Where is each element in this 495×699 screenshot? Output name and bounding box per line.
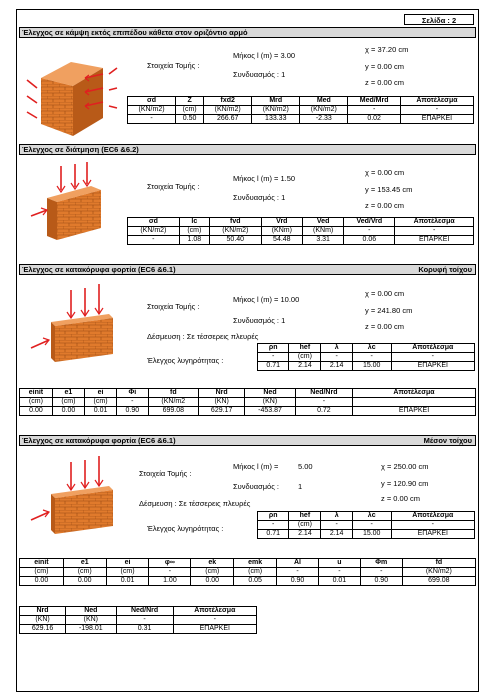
section-title-vertical-mid <box>19 435 476 446</box>
unit-cell: (cm) <box>289 521 321 530</box>
unit-cell: (cm) <box>52 398 84 407</box>
section-title-bending: Έλεγχος σε κάμψη εκτός επιπέδου κάθετα στον οριζόντιο αρμό <box>19 27 476 38</box>
value-cell: 0.00 <box>20 577 64 586</box>
length-value: Μήκος l (m) = 3.00 <box>233 51 296 60</box>
unit-cell: (KN/m2) <box>128 227 180 236</box>
header-cell: Φi <box>117 389 148 398</box>
header-cell: Ved/Vrd <box>344 218 395 227</box>
unit-cell: (KN/m2 <box>148 398 199 407</box>
coord-y: y = 153.45 cm <box>365 185 413 194</box>
unit-cell: (KN) <box>20 616 66 625</box>
unit-cell: - <box>149 568 191 577</box>
coord-y: y = 241.80 cm <box>365 306 413 315</box>
header-cell: Al <box>277 559 319 568</box>
value-cell: 0.71 <box>258 530 289 539</box>
unit-cell: (cm) <box>63 568 106 577</box>
section-props-label: Στοιχεία Τομής : <box>147 302 200 311</box>
unit-cell: (cm) <box>234 568 277 577</box>
unit-cell: - <box>116 616 173 625</box>
value-cell: 15.00 <box>352 362 391 371</box>
value-cell: ΕΠΑΡΚΕΙ <box>395 236 474 245</box>
unit-cell: (KN/m2) <box>204 106 252 115</box>
header-cell: ei <box>84 389 116 398</box>
unit-cell: (KN/m2) <box>252 106 300 115</box>
section-title-position: Κορυφή τοίχου <box>418 265 472 274</box>
unit-cell: - <box>395 227 474 236</box>
wall-vertical-mid-illustration <box>23 450 133 538</box>
header-cell: Med <box>300 97 348 106</box>
value-cell: 629.17 <box>199 407 245 416</box>
header-cell: fd <box>402 559 475 568</box>
unit-cell: - <box>258 521 289 530</box>
header-cell: Αποτέλεσμα <box>353 389 476 398</box>
length-value: Μήκος l (m) = 10.00 <box>233 295 300 304</box>
unit-cell: - <box>258 353 289 362</box>
slenderness-label: Έλεγχος λυγηρότητας : <box>147 524 224 533</box>
value-cell: ΕΠΑΡΚΕΙ <box>391 362 474 371</box>
header-cell: Ved <box>302 218 343 227</box>
bending-results-table <box>127 96 474 124</box>
section-title-text: Έλεγχος σε κατακόρυφα φορτία (EC6 &6.1) <box>22 265 176 274</box>
combination-label: Συνδυασμός : <box>233 482 280 491</box>
header-cell: Nrd <box>199 389 245 398</box>
value-cell: - <box>128 115 176 124</box>
section-title-position: Μέσον τοίχου <box>423 436 472 445</box>
slenderness-table <box>257 343 475 371</box>
value-cell: 2.14 <box>289 362 321 371</box>
value-cell: 699.08 <box>402 577 475 586</box>
header-cell: λ <box>321 512 352 521</box>
value-cell: -2.33 <box>300 115 348 124</box>
value-cell: 2.14 <box>289 530 321 539</box>
header-cell: Φm <box>360 559 402 568</box>
unit-cell: (cm) <box>20 568 64 577</box>
length-value: 5.00 <box>298 462 313 471</box>
combination-value: 1 <box>298 482 303 491</box>
unit-cell: - <box>400 106 473 115</box>
coord-z: z = 0.00 cm <box>381 494 420 503</box>
header-cell: λc <box>352 512 391 521</box>
value-cell: 0.90 <box>360 577 402 586</box>
value-cell: 0.72 <box>295 407 352 416</box>
value-cell: 1.00 <box>149 577 191 586</box>
value-cell: 1.08 <box>179 236 209 245</box>
unit-cell: - <box>348 106 401 115</box>
shear-results-table <box>127 217 474 245</box>
value-cell: 0.00 <box>191 577 234 586</box>
wall-bending-illustration <box>23 48 123 143</box>
restraint-label: Δέσμευση : Σε τέσσερεις πλευρές <box>147 332 259 341</box>
unit-cell: (cm) <box>106 568 149 577</box>
section-props-label: Στοιχεία Τομής : <box>147 61 200 70</box>
header-cell: u <box>318 559 360 568</box>
unit-cell <box>353 398 476 407</box>
vertical-mid-capacity-table <box>19 606 257 634</box>
value-cell: 50.40 <box>209 236 261 245</box>
value-cell: 0.01 <box>106 577 149 586</box>
value-cell: -453.87 <box>245 407 296 416</box>
value-cell: 0.02 <box>348 115 401 124</box>
unit-cell: (KNm) <box>261 227 302 236</box>
header-cell: λ <box>321 344 352 353</box>
value-cell: ΕΠΑΡΚΕΙ <box>173 625 256 634</box>
slenderness-table <box>257 511 475 539</box>
slenderness-label: Έλεγχος λυγηρότητας : <box>147 356 224 365</box>
unit-cell: (cm) <box>191 568 234 577</box>
coord-z: z = 0.00 cm <box>365 322 404 331</box>
value-cell: 699.08 <box>148 407 199 416</box>
header-cell: hef <box>289 344 321 353</box>
coord-x: χ = 0.00 cm <box>365 168 405 177</box>
value-cell: 0.05 <box>234 577 277 586</box>
header-cell: Αποτέλεσμα <box>400 97 473 106</box>
value-cell: 0.31 <box>116 625 173 634</box>
value-cell: 54.48 <box>261 236 302 245</box>
value-cell: 0.00 <box>63 577 106 586</box>
header-cell: Ned/Nrd <box>295 389 352 398</box>
unit-cell: - <box>391 353 474 362</box>
restraint-label: Δέσμευση : Σε τέσσερεις πλευρές <box>139 499 251 508</box>
value-cell: 15.00 <box>352 530 391 539</box>
header-cell: ρn <box>258 512 289 521</box>
page-number: Σελίδα : 2 <box>404 14 474 25</box>
unit-cell: - <box>117 398 148 407</box>
unit-cell: (KN/m2) <box>209 227 261 236</box>
unit-cell: (cm) <box>20 398 53 407</box>
value-cell: 0.00 <box>52 407 84 416</box>
value-cell: 0.71 <box>258 362 289 371</box>
header-cell: Mrd <box>252 97 300 106</box>
unit-cell: (cm) <box>84 398 116 407</box>
header-cell: fxd2 <box>204 97 252 106</box>
header-cell: Αποτέλεσμα <box>173 607 256 616</box>
value-cell: ΕΠΑΡΚΕΙ <box>400 115 473 124</box>
coord-y: y = 120.90 cm <box>381 479 429 488</box>
section-title-vertical-top <box>19 264 476 275</box>
value-cell: 0.50 <box>176 115 204 124</box>
vertical-mid-results-table <box>19 558 476 586</box>
unit-cell: - <box>277 568 319 577</box>
section-props-label: Στοιχεία Τομής : <box>147 182 200 191</box>
header-cell: φ∞ <box>149 559 191 568</box>
header-cell: σd <box>128 218 180 227</box>
length-value: Μήκος l (m) = 1.50 <box>233 174 296 183</box>
value-cell: -198.01 <box>66 625 116 634</box>
wall-vertical-top-illustration <box>23 280 133 365</box>
value-cell: 0.06 <box>344 236 395 245</box>
value-cell: 0.90 <box>277 577 319 586</box>
header-cell: fvd <box>209 218 261 227</box>
length-label: Μήκος l (m) = <box>233 462 279 471</box>
unit-cell: - <box>344 227 395 236</box>
header-cell: Nrd <box>20 607 66 616</box>
header-cell: einit <box>20 559 64 568</box>
header-cell: Ned <box>245 389 296 398</box>
unit-cell: - <box>318 568 360 577</box>
header-cell: Αποτέλεσμα <box>395 218 474 227</box>
value-cell: ΕΠΑΡΚΕΙ <box>353 407 476 416</box>
header-cell: Ned <box>66 607 116 616</box>
header-cell: ei <box>106 559 149 568</box>
unit-cell: (cm) <box>289 353 321 362</box>
header-cell: hef <box>289 512 321 521</box>
vertical-top-results-table <box>19 388 476 416</box>
report-page <box>16 9 479 692</box>
header-cell: Ned/Nrd <box>116 607 173 616</box>
header-cell: e1 <box>52 389 84 398</box>
header-cell: emk <box>234 559 277 568</box>
combination-value: Συνδυασμός : 1 <box>233 193 286 202</box>
coord-z: z = 0.00 cm <box>365 78 404 87</box>
coord-x: χ = 0.00 cm <box>365 289 405 298</box>
section-props-label: Στοιχεία Τομής : <box>139 469 192 478</box>
header-cell: lc <box>179 218 209 227</box>
value-cell: 0.01 <box>84 407 116 416</box>
unit-cell: (KN/m2) <box>300 106 348 115</box>
header-cell: Αποτέλεσμα <box>391 344 474 353</box>
unit-cell: (KN/m2) <box>402 568 475 577</box>
header-cell: ek <box>191 559 234 568</box>
value-cell: 2.14 <box>321 530 352 539</box>
header-cell: Vrd <box>261 218 302 227</box>
header-cell: fd <box>148 389 199 398</box>
combination-value: Συνδυασμός : 1 <box>233 70 286 79</box>
section-title-text: Έλεγχος σε κατακόρυφα φορτία (EC6 &6.1) <box>22 436 176 445</box>
value-cell: - <box>128 236 180 245</box>
header-cell: σd <box>128 97 176 106</box>
coord-z: z = 0.00 cm <box>365 201 404 210</box>
header-cell: e1 <box>63 559 106 568</box>
unit-cell: - <box>391 521 474 530</box>
header-cell: ρn <box>258 344 289 353</box>
unit-cell: (cm) <box>176 106 204 115</box>
unit-cell: - <box>352 353 391 362</box>
value-cell: 133.33 <box>252 115 300 124</box>
value-cell: 0.01 <box>318 577 360 586</box>
value-cell: ΕΠΑΡΚΕΙ <box>391 530 474 539</box>
coord-y: y = 0.00 cm <box>365 62 404 71</box>
header-cell: Αποτέλεσμα <box>391 512 474 521</box>
unit-cell: (KN/m2) <box>128 106 176 115</box>
combination-value: Συνδυασμός : 1 <box>233 316 286 325</box>
unit-cell: (cm) <box>179 227 209 236</box>
value-cell: 3.31 <box>302 236 343 245</box>
value-cell: 2.14 <box>321 362 352 371</box>
unit-cell: (KN) <box>245 398 296 407</box>
value-cell: 629.16 <box>20 625 66 634</box>
coord-x: χ = 37.20 cm <box>365 45 409 54</box>
unit-cell: (KN) <box>66 616 116 625</box>
value-cell: 266.67 <box>204 115 252 124</box>
unit-cell: (KNm) <box>302 227 343 236</box>
wall-shear-illustration <box>27 160 127 245</box>
header-cell: Z <box>176 97 204 106</box>
unit-cell: - <box>321 521 352 530</box>
header-cell: Med/Mrd <box>348 97 401 106</box>
header-cell: λc <box>352 344 391 353</box>
coord-x: χ = 250.00 cm <box>381 462 429 471</box>
unit-cell: - <box>352 521 391 530</box>
unit-cell: - <box>295 398 352 407</box>
unit-cell: - <box>173 616 256 625</box>
value-cell: 0.00 <box>20 407 53 416</box>
unit-cell: - <box>321 353 352 362</box>
header-cell: einit <box>20 389 53 398</box>
unit-cell: (KN) <box>199 398 245 407</box>
section-title-shear: Έλεγχος σε διάτμηση (EC6 &6.2) <box>19 144 476 155</box>
value-cell: 0.90 <box>117 407 148 416</box>
unit-cell: - <box>360 568 402 577</box>
